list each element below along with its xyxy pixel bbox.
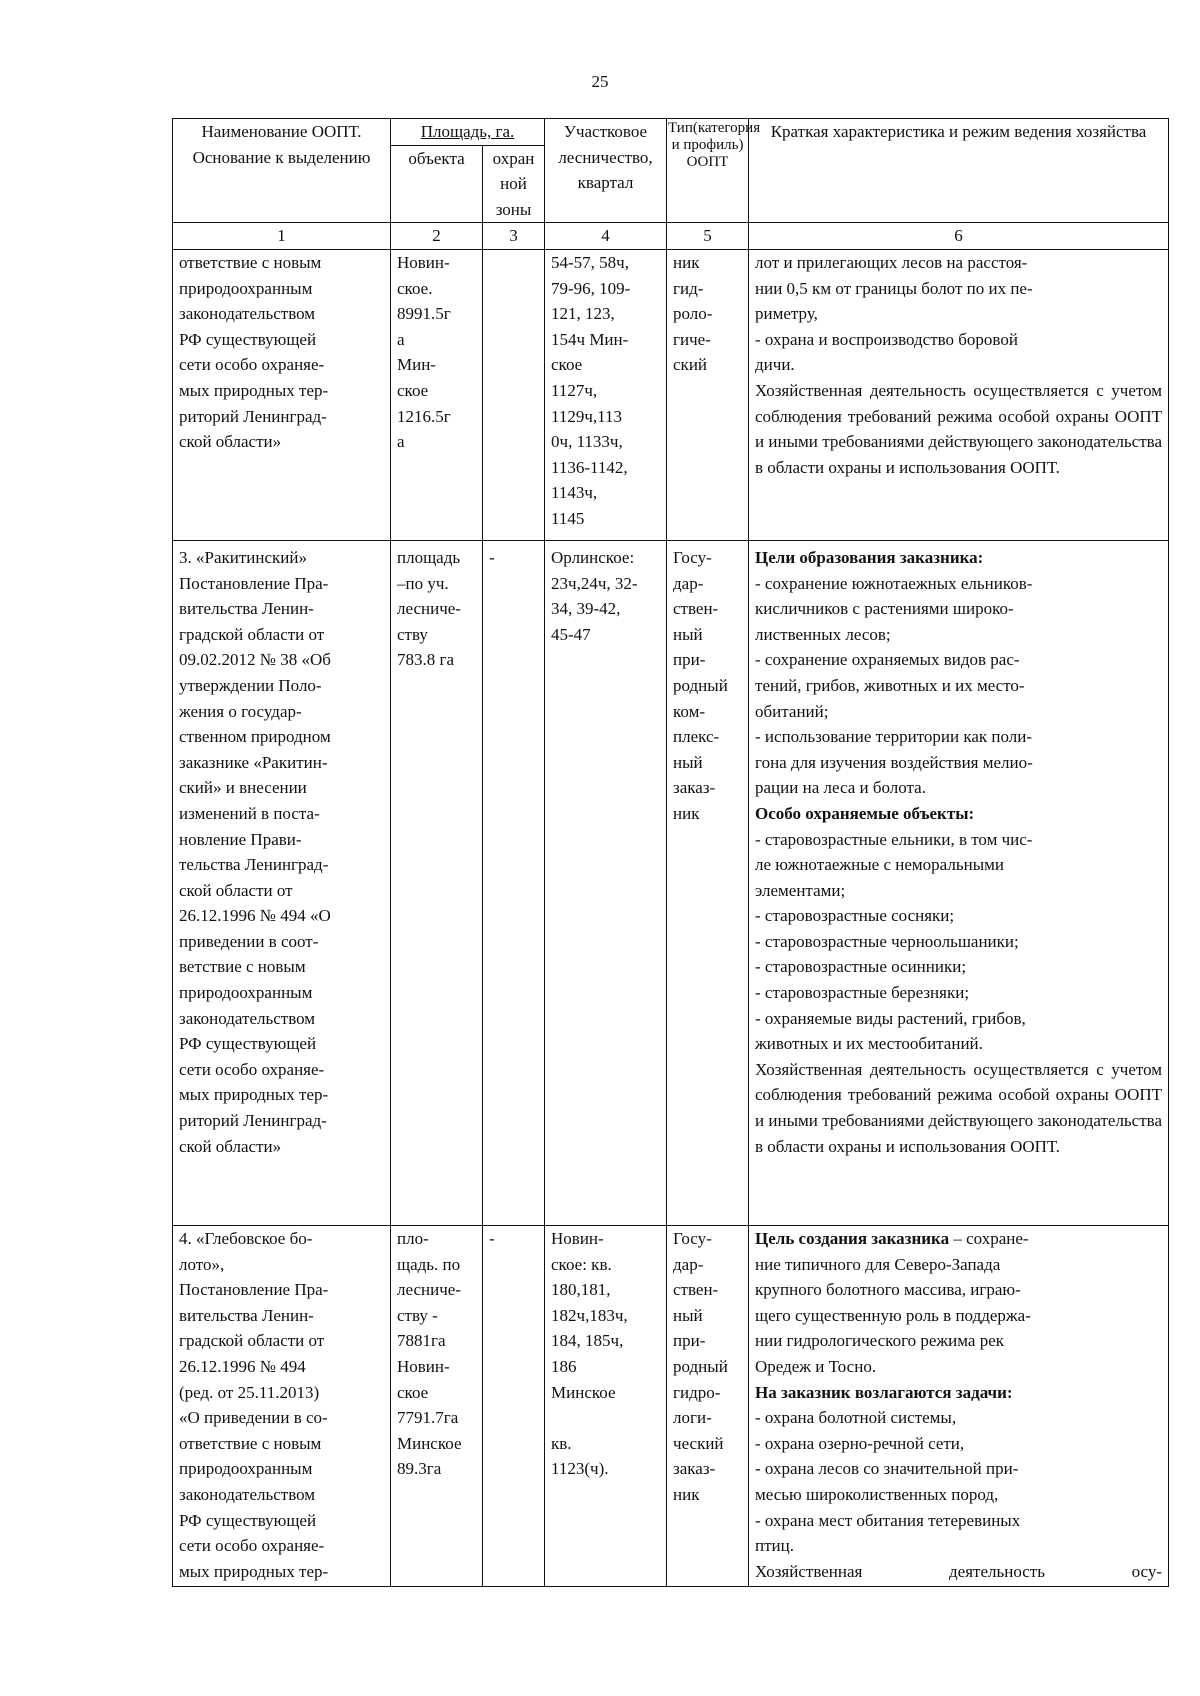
description-text: лот и прилегающих лесов на расстоя- нии 0,5 км от границы болот по их пе- риметру, - охрана и воспроизводство боровой дичи. <box>755 252 1033 375</box>
header-area-object: объекта <box>391 145 483 223</box>
goal-paragraph <box>755 1226 1162 1380</box>
table-row <box>173 1225 1169 1586</box>
goals-text: - сохранение южнотаежных ельников- кисличников с растениями широко- лиственных лесов; - сохранение охраняемых видов рас- тений, грибов, животных и их место- обитаний; - использование территории как поли- гона для изучения воздействия мелио- рации на леса и болота. <box>755 573 1033 798</box>
cell-area-object: площадь –по уч. лесниче- ству 783.8 га <box>391 540 483 1225</box>
cell-area-object: пло- щадь. по лесниче- ству - 7881га Новин- ское 7791.7га Минское 89.3га <box>391 1225 483 1586</box>
cell-description <box>749 540 1169 1225</box>
header-forestry: Участковое лесничество, квартал <box>545 119 667 223</box>
page-number: 25 <box>591 72 609 91</box>
cell-name: 4. «Глебовское бо- лото», Постановление Пра- вительства Ленин- градской области от 26.12.1996 № 494 (ред. от 25.11.2013) «О приведении в со- ответствие с новым природоохранным законодательством РФ существующей сети особо охраняе- мых природных тер- <box>173 1225 391 1586</box>
header-area <box>391 119 545 146</box>
column-number: 4 <box>545 223 667 250</box>
header-name: Наименование ООПТ. Основание к выделению <box>173 119 391 223</box>
protected-areas-table <box>172 118 1169 1587</box>
cell-type: ник гид- роло- гиче- ский <box>667 249 749 540</box>
cell-name: ответствие с новым природоохранным законодательством РФ существующей сети особо охраняе- мых природных тер- риторий Ленинград- ской области» <box>173 249 391 540</box>
cell-area-zone <box>483 249 545 540</box>
table-header-row <box>173 119 1169 146</box>
cell-forestry: Новин- ское: кв. 180,181, 182ч,183ч, 184, 185ч, 186 Минское кв. 1123(ч). <box>545 1225 667 1586</box>
column-numbers-row <box>173 223 1169 250</box>
column-number: 1 <box>173 223 391 250</box>
cell-type: Госу- дар- ствен- ный при- родный гидро- логи- ческий заказ- ник <box>667 1225 749 1586</box>
cell-type: Госу- дар- ствен- ный при- родный ком- плекс- ный заказ- ник <box>667 540 749 1225</box>
column-number: 6 <box>749 223 1169 250</box>
table-row <box>173 540 1169 1225</box>
cell-forestry: 54-57, 58ч, 79-96, 109- 121, 123, 154ч Мин- ское 1127ч, 1129ч,113 0ч, 1133ч, 1136-1142, 1143ч, 1145 <box>545 249 667 540</box>
goal-text: – сохране- ние типичного для Северо-Запада крупного болотного массива, играю- щего существенную роль в поддержа- нии гидрологического режима рек Оредеж и Тосно. <box>755 1228 1031 1376</box>
cell-area-zone: - <box>483 1225 545 1586</box>
column-number: 3 <box>483 223 545 250</box>
tasks-text: - охрана болотной системы, - охрана озерно-речной сети, - охрана лесов со значительной при- месью широколиственных пород, - охрана мест обитания тетеревиных птиц. <box>755 1408 1021 1556</box>
column-number: 5 <box>667 223 749 250</box>
header-type: Тип(категория и профиль) ООПТ <box>667 119 749 223</box>
table-row <box>173 249 1169 540</box>
cell-area-object: Новин- ское. 8991.5г а Мин- ское 1216.5г а <box>391 249 483 540</box>
cell-area-zone: - <box>483 540 545 1225</box>
description-regime: Хозяйственная деятельность осуществляется с учетом соблюдения требований режима особой охраны ООПТ и иными требованиями действующего законодательства в области охраны и использования ООПТ. <box>755 380 1163 477</box>
cell-forestry: Орлинское: 23ч,24ч, 32- 34, 39-42, 45-47 <box>545 540 667 1225</box>
column-number: 2 <box>391 223 483 250</box>
objects-text: - старовозрастные ельники, в том чис- ле южнотаежные с неморальными элементами; - старовозрастные сосняки; - старовозрастные черноольшаники; - старовозрастные осинники; - старовозрастные березняки; - охраняемые виды растений, грибов, животных и их местообитаний. <box>755 829 1033 1054</box>
tasks-title: На заказник возлагаются задачи: <box>755 1382 1013 1402</box>
cell-description <box>749 249 1169 540</box>
description-regime: Хозяйственная деятельность осуществляется с учетом соблюдения требований режима особой охраны ООПТ и иными требованиями действующего законодательства в области охраны и использования ООПТ. <box>755 1059 1163 1156</box>
description-regime-start: Хозяйственная деятельность осу- <box>755 1561 1163 1581</box>
objects-title: Особо охраняемые объекты: <box>755 803 975 823</box>
cell-name: 3. «Ракитинский» Постановление Пра- вительства Ленин- градской области от 09.02.2012 № 38 «Об утверждении Поло- жения о государ- ственном природном заказнике «Ракитин- ский» и внесении изменений в поста- новление Прави- тельства Ленинград- ской области от 26.12.1996 № 494 «О приведении в соот- ветствие с новым природоохранным законодательством РФ существующей сети особо охраняе- мых природных тер- риторий Ленинград- ской области» <box>173 540 391 1225</box>
header-area-label: Площадь, га. <box>420 122 515 141</box>
header-description: Краткая характеристика и режим ведения хозяйства <box>749 119 1169 223</box>
header-area-zone: охран ной зоны <box>483 145 545 223</box>
goals-title: Цели образования заказника: <box>755 547 984 567</box>
goal-title: Цель создания заказника <box>755 1228 950 1248</box>
cell-description <box>749 1225 1169 1586</box>
